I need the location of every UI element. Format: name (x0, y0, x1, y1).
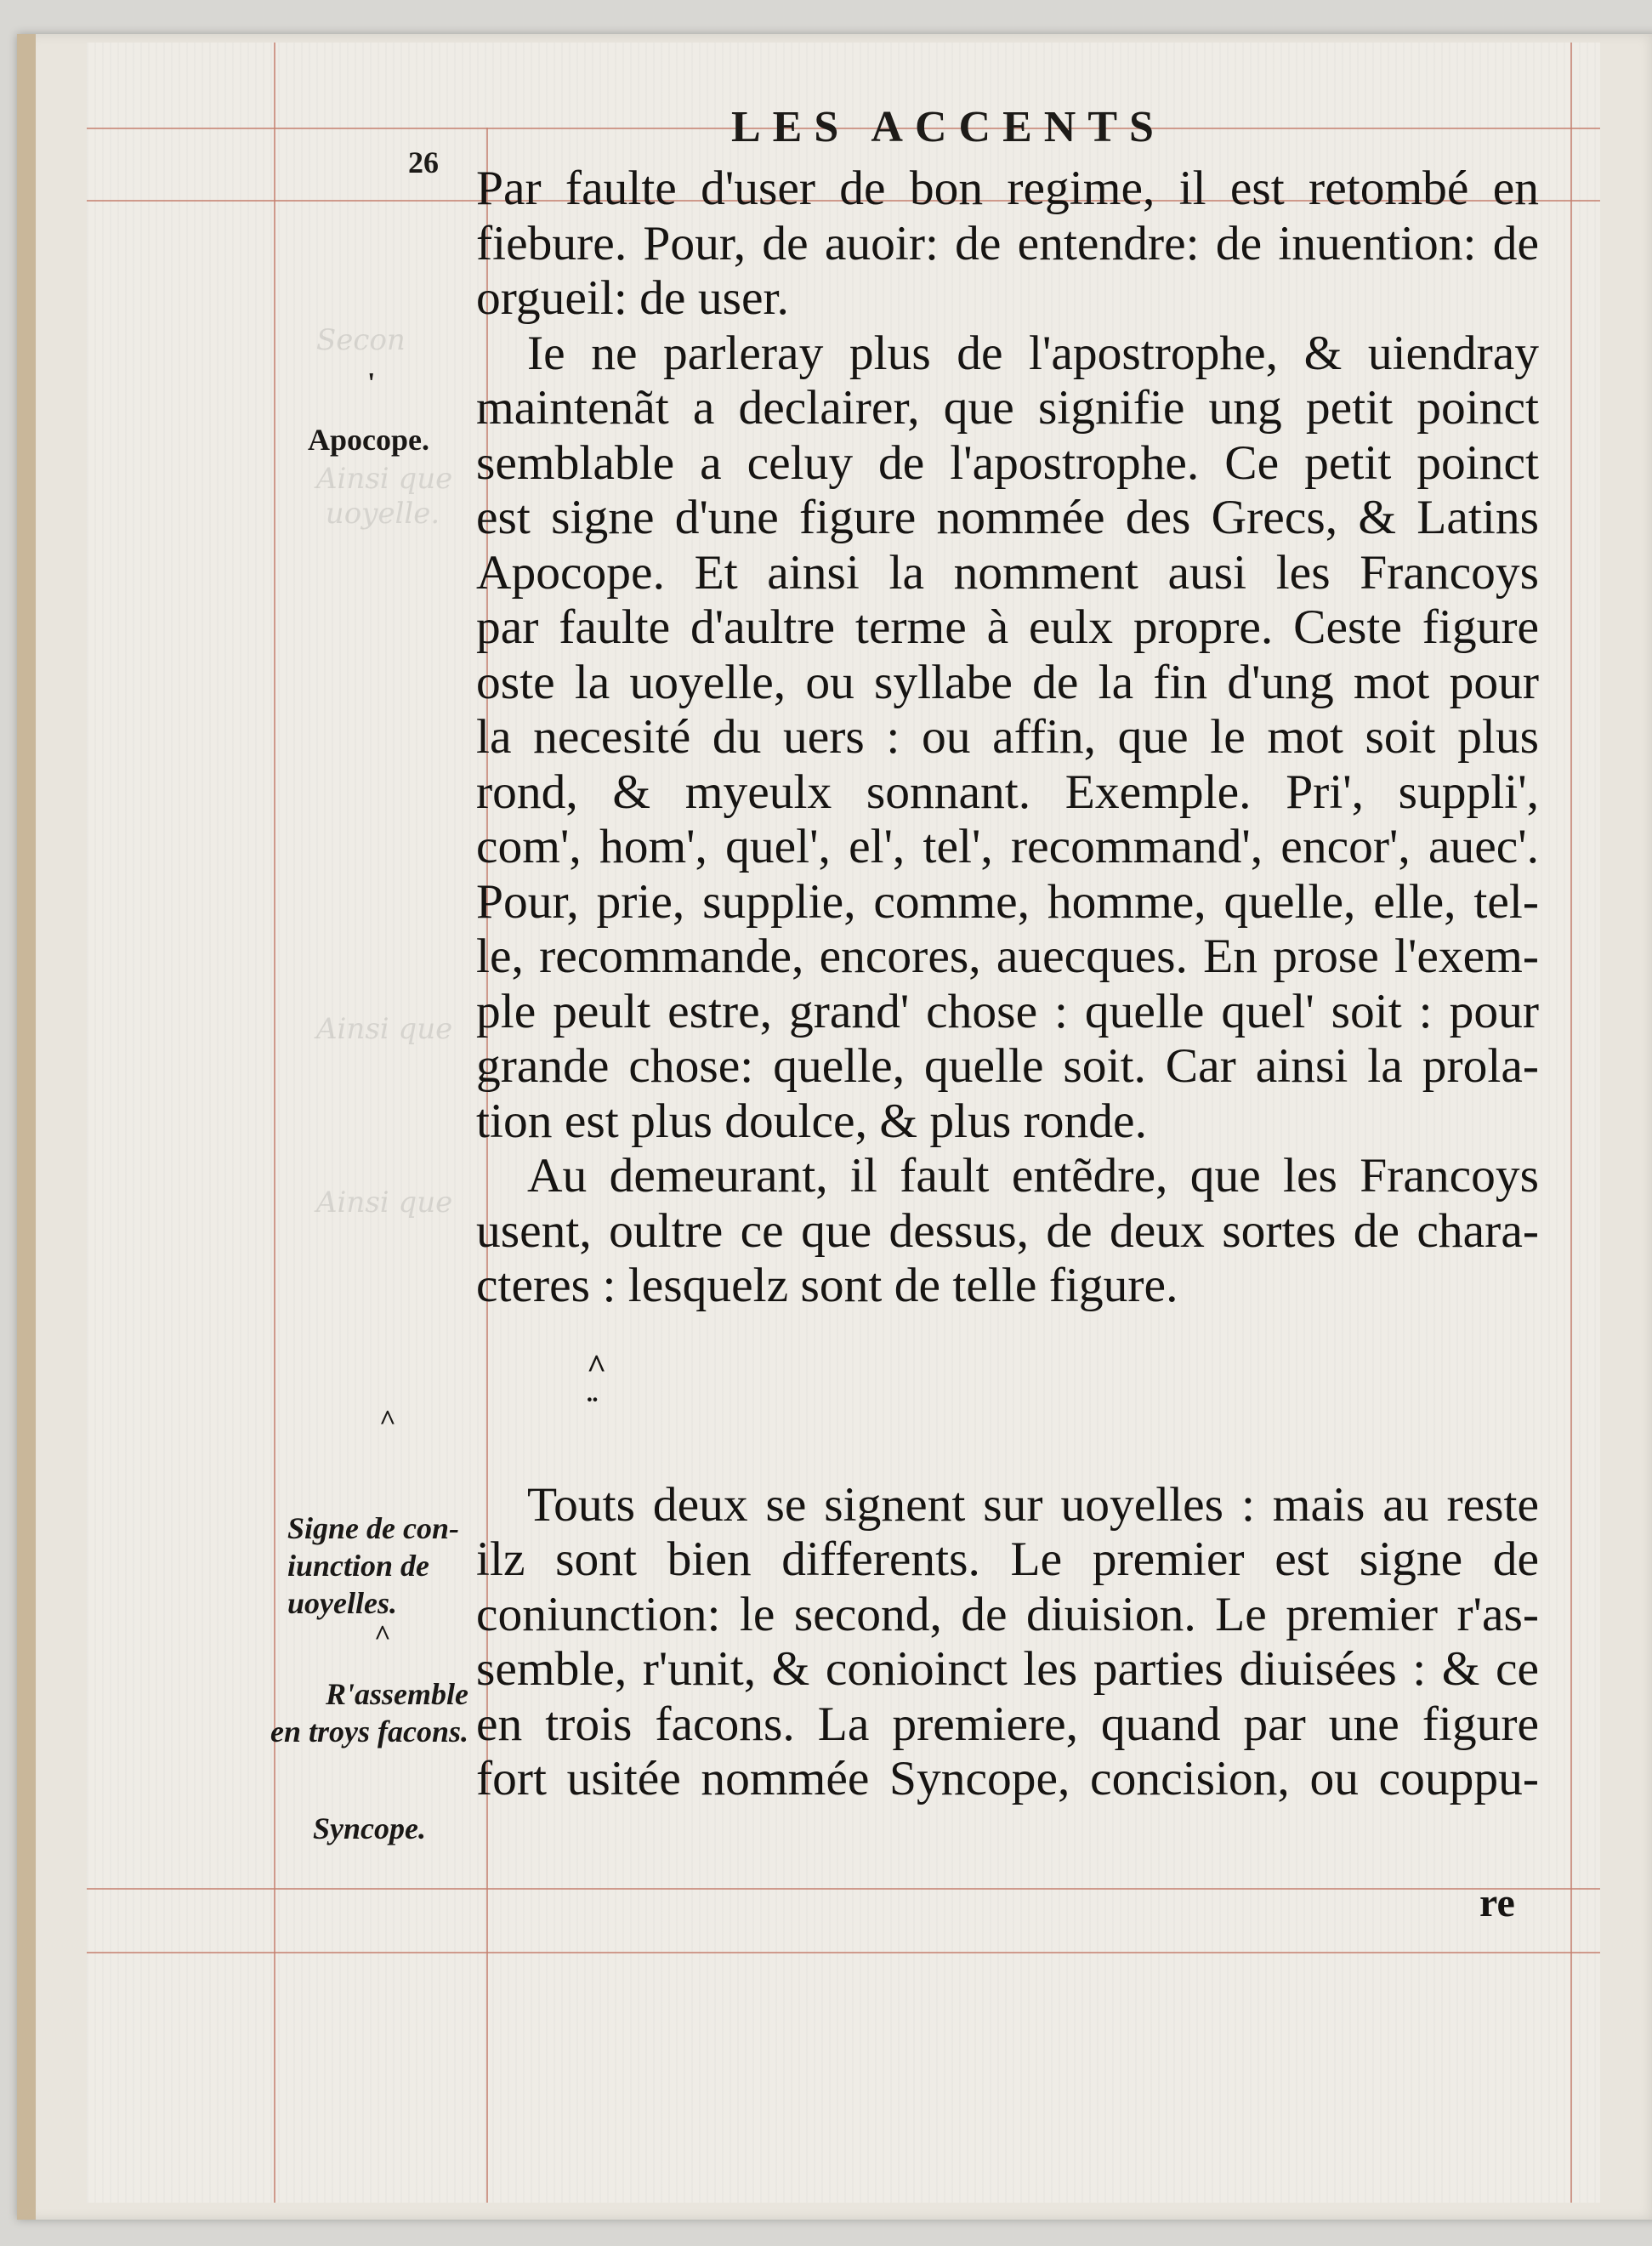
text-line: ilz sont bien differents. Le premier est signe de (476, 1532, 1539, 1586)
text-line: Ie ne parleray plus de l'apostrophe, & uiendray (527, 326, 1539, 380)
text-line: ple peult estre, grand' chose : quelle quel' soit : pour (476, 984, 1539, 1038)
foot-rule (87, 1952, 1600, 1953)
text-line: Par faulte d'user de bon regime, il est retombé en (476, 162, 1539, 215)
margin-note-signe (287, 1510, 459, 1622)
margin-note-line: R'assemble (326, 1677, 468, 1711)
text-right-rule (1570, 43, 1572, 2203)
catchword: re (1479, 1880, 1515, 1925)
text-line: cteres : lesquelz sont de telle figure. (476, 1259, 1178, 1312)
text-line: en trois facons. La premiere, quand par une figure (476, 1697, 1539, 1751)
apostrophe-margin-mark: ' (367, 367, 376, 399)
text-line: orgueil: de user. (476, 271, 789, 325)
running-title: LES ACCENTS (731, 103, 1166, 151)
margin-note-apocope: Apocope. (308, 423, 429, 457)
text-line: Au demeurant, il fault entẽdre, que les Francoys (527, 1149, 1539, 1203)
text-line: coniunction: le second, de diuision. Le premier r'as- (476, 1587, 1539, 1641)
margin-note-line: uoyelles. (287, 1586, 397, 1620)
text-line: semble, r'unit, & conioinct les parties diuisées : & ce (476, 1642, 1539, 1696)
margin-note-line: Signe de con- (287, 1511, 459, 1545)
text-line: fort usitée nommée Syncope, concision, ou couppu- (476, 1752, 1539, 1805)
circumflex-sample: ^ (587, 1346, 607, 1385)
main-text-block (476, 162, 1539, 1807)
text-line: maintenãt a declairer, que signifie ung petit poinct (476, 381, 1539, 435)
text-line: est signe d'une figure nommée des Grecs, & Latins (476, 491, 1539, 544)
text-line: Touts deux se signent sur uoyelles : mais au reste (527, 1477, 1539, 1532)
show-through-left: Secon Ainsi que uoyelle. (316, 323, 453, 531)
circumflex-margin-mark-2: ^ (374, 1620, 391, 1652)
left-margin-rule (274, 43, 275, 2203)
text-line: Pour, prie, supplie, comme, homme, quelle, elle, tel- (476, 874, 1539, 929)
margin-note-syncope: Syncope. (313, 1811, 426, 1845)
text-line: tion est plus doulce, & plus ronde. (476, 1094, 1147, 1148)
text-line: rond, & myeulx sonnant. Exemple. Pri', suppli', (476, 765, 1539, 819)
text-line: oste la uoyelle, ou syllabe de la fin d'ung mot pour (476, 655, 1539, 709)
margin-note-rassemble (270, 1675, 468, 1750)
text-line: grande chose: quelle, quelle soit. Car ainsi la prola- (476, 1039, 1539, 1093)
text-line: par faulte d'aultre terme à eulx propre. Ceste figure (476, 600, 1539, 654)
text-line: le, recommande, encores, auecques. En prose l'exem- (476, 930, 1539, 983)
margin-note-line: iunction de (287, 1549, 430, 1583)
circumflex-margin-mark: ^ (379, 1405, 396, 1436)
text-line: com', hom', quel', el', tel', recommand', encor', auec'. (476, 820, 1539, 873)
text-line: Apocope. Et ainsi la nomment ausi les Francoys (476, 545, 1539, 600)
bottom-rule (87, 1888, 1600, 1890)
dieresis-sample: ¨ (587, 1389, 599, 1428)
text-line: fiebure. Pour, de auoir: de entendre: de inuention: de (476, 216, 1539, 270)
text-line: usent, oultre ce que dessus, de deux sortes de chara- (476, 1203, 1539, 1258)
show-through-mid: Ainsi que Ainsi que (316, 1012, 453, 1220)
margin-note-line: en troys facons. (270, 1714, 468, 1748)
text-line: semblable a celuy de l'apostrophe. Ce petit poinct (476, 435, 1539, 490)
character-samples (476, 1314, 1539, 1478)
page-number: 26 (408, 145, 439, 179)
text-line: la necesité du uers : ou affin, que le mot soit plus (476, 710, 1539, 764)
